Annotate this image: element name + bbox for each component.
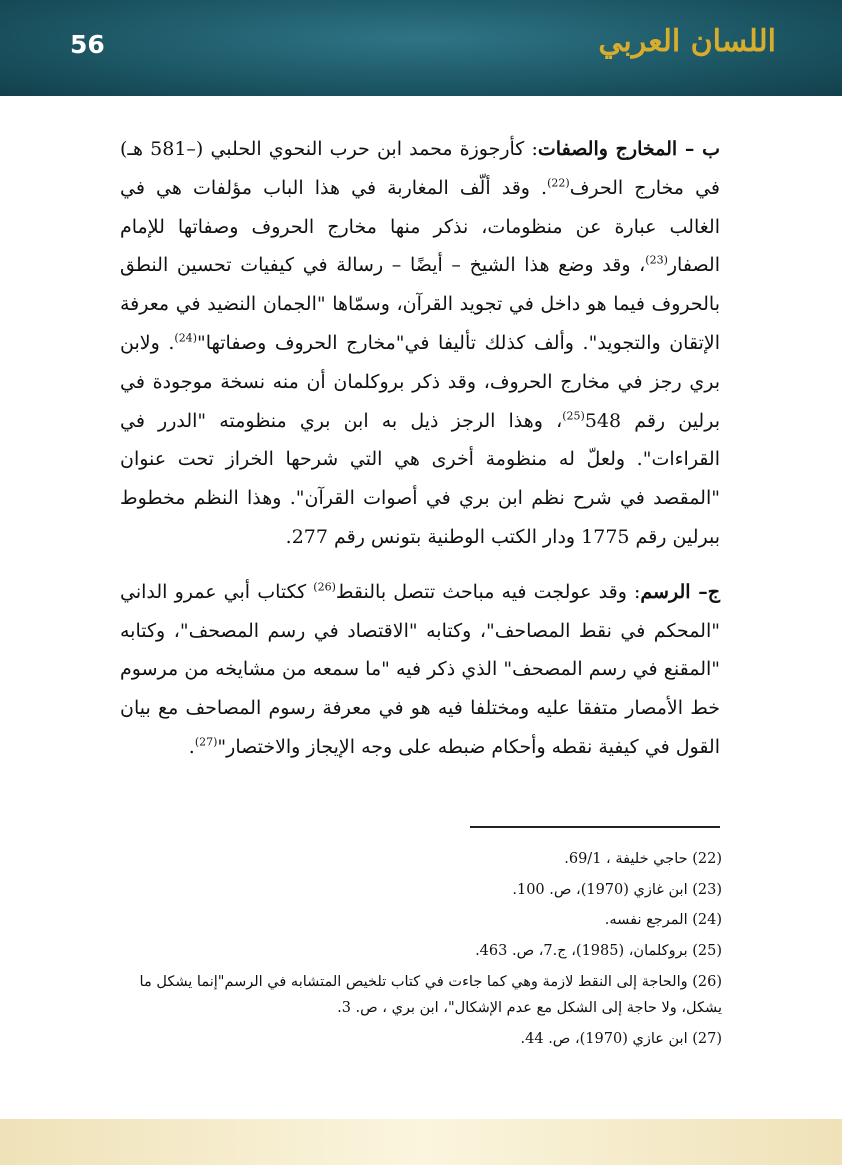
section-heading-b: ب – المخارج والصفات — [537, 138, 720, 160]
paragraph-rasm — [120, 573, 720, 767]
text-segment: . — [188, 735, 195, 758]
text-segment: : وقد عولجت فيه مباحث تتصل بالنقط — [335, 580, 641, 603]
text-segment: ، وقد وضع هذا الشيخ – أيضًا – رسالة في كيفيات تحسين النطق بالحروف فيما هو داخل في تجويد القرآن، وسمّاها "الجمان النضيد في معرفة الإتقان والتجويد". وألف كذلك تأليفا في"مخارج الحروف وصفاتها" — [120, 254, 720, 354]
page-number: 56 — [70, 30, 105, 59]
footnote-ref-24[interactable]: (24) — [174, 331, 197, 345]
text-segment: . وقد ألّف المغاربة في هذا الباب مؤلفات هي في الغالب عبارة عن منظومات، نذكر منها مخارج الحروف وصفاتها للإمام الصفار — [120, 176, 720, 277]
footnote-24: (24) المرجع نفسه. — [604, 912, 722, 928]
text-segment: ككتاب أبي عمرو الداني "المحكم في نقط المصاحف"، وكتابه "الاقتصاد في رسم المصحف"، وكتابه "المقنع في رسم المصحف" الذي ذكر فيه "ما سمعه من مشايخه من مرسوم خط الأمصار متفقا عليه ومختلفا فيه هو في معرفة رسوم المصاحف مع بيان القول في كيفية نقطه وأحكام ضبطه على وجه الإيجاز والاختصار" — [120, 580, 720, 758]
footnotes — [120, 844, 722, 1055]
footnote-ref-22[interactable]: (22) — [547, 176, 570, 190]
footnote-25: (25) بروكلمان، (1985)، ج.7، ص. 463. — [475, 942, 722, 959]
journal-logo: اللسان العربي — [598, 24, 776, 59]
footnote-ref-25[interactable]: (25) — [562, 409, 585, 423]
footnote-ref-26[interactable]: (26) — [313, 580, 336, 594]
footnote-22: (22) حاجي خليفة ، 69/1. — [564, 851, 722, 867]
paragraph-makharij — [120, 130, 720, 557]
section-heading-c: ج– الرسم — [640, 580, 720, 603]
footnote-ref-27[interactable]: (27) — [194, 735, 218, 749]
footnote-separator — [470, 826, 720, 828]
text-segment: . ولابن بري رجز في مخارج الحروف، وقد ذكر بروكلمان أن منه نسخة موجودة في برلين رقم 548 — [120, 331, 720, 432]
text-segment: ، وهذا الرجز ذيل به ابن بري منظومته "الدرر في القراءات". ولعلّ له منظومة أخرى هي التي شرحها الخراز تحت عنوان "المقصد في شرح نظم ابن بري في أصوات القرآن". وهذا النظم مخطوط ببرلين رقم 1775 ودار الكتب الوطنية بتونس رقم 277. — [120, 409, 720, 548]
text-segment: : كأرجوزة محمد ابن حرب النحوي الحلبي (–581 هـ) في مخارج الحرف — [120, 138, 720, 199]
footnote-26: (26) والحاجة إلى النقط لازمة وهي كما جاءت في كتاب تلخيص المتشابه في الرسم"إنما يشكل ما يشكل، ولا حاجة إلى الشكل مع عدم الإشكال"، ابن بري ، ص. 3. — [139, 974, 722, 1016]
footnote-27: (27) ابن عازي (1970)، ص. 44. — [520, 1031, 722, 1047]
page-footer-band — [0, 1119, 842, 1165]
page-header — [0, 0, 842, 96]
footnote-23: (23) ابن غازي (1970)، ص. 100. — [512, 881, 722, 898]
main-text — [120, 130, 720, 767]
footnote-ref-23[interactable]: (23) — [645, 254, 668, 268]
